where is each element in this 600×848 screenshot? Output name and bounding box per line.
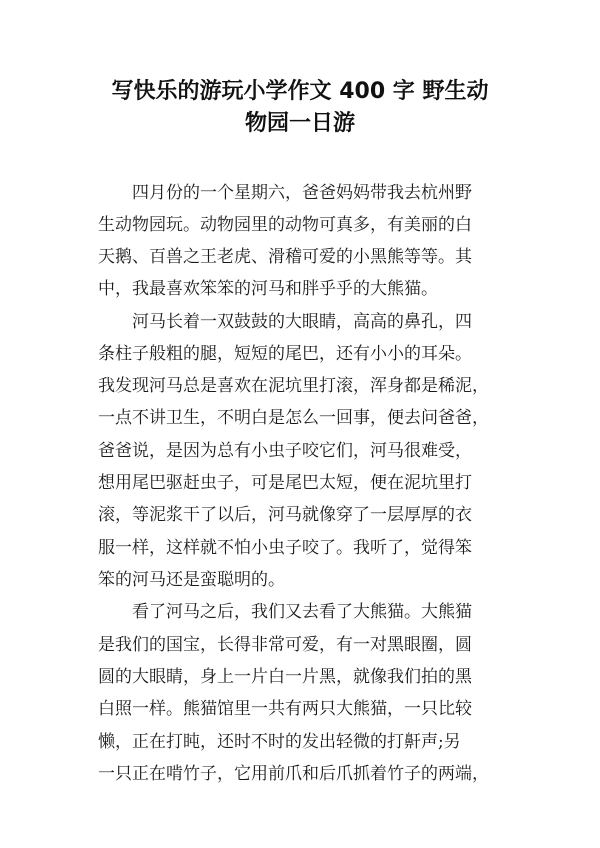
paragraph-2-line-5: 爸爸说，是因为总有小虫子咬它们，河马很难受， (98, 441, 472, 461)
paragraph-3-line-5: 懒，正在打盹，还时不时的发出轻微的打鼾声;另 (98, 732, 461, 752)
document-title-line-2: 物园一日游 (244, 111, 355, 136)
paragraph-2-line-4: 一点不讲卫生，不明白是怎么一回事，便去问爸爸， (98, 408, 489, 428)
paragraph-3-line-4: 白照一样。熊猫馆里一共有两只大熊猫，一只比较 (98, 699, 472, 719)
paragraph-2-line-3: 我发现河马总是喜欢在泥坑里打滚，浑身都是稀泥， (98, 376, 489, 396)
paragraph-2-line-7: 滚，等泥浆干了以后，河马就像穿了一层厚厚的衣 (98, 505, 472, 525)
paragraph-3-line-1: 看了河马之后，我们又去看了大熊猫。大熊猫 (132, 602, 472, 622)
paragraph-2-line-6: 想用尾巴驱赶虫子，可是尾巴太短，便在泥坑里打 (98, 473, 472, 493)
paragraph-3-line-3: 圆的大眼睛，身上一片白一片黑，就像我们拍的黑 (98, 667, 472, 687)
paragraph-3-line-2: 是我们的国宝，长得非常可爱，有一对黑眼圈，圆 (98, 635, 472, 655)
paragraph-2-line-9: 笨的河马还是蛮聪明的。 (98, 570, 285, 590)
paragraph-3-line-6: 一只正在啃竹子，它用前爪和后爪抓着竹子的两端， (98, 764, 489, 784)
paragraph-1-line-1: 四月份的一个星期六，爸爸妈妈带我去杭州野 (132, 183, 472, 203)
paragraph-1-line-2: 生动物园玩。动物园里的动物可真多，有美丽的白 (98, 215, 472, 235)
paragraph-2-line-2: 条柱子般粗的腿，短短的尾巴，还有小小的耳朵。 (98, 344, 472, 364)
document-title-line-1: 写快乐的游玩小学作文 400 字 野生动 (111, 79, 489, 104)
paragraph-1-line-4: 中，我最喜欢笨笨的河马和胖乎乎的大熊猫。 (98, 279, 438, 299)
paragraph-2-line-8: 服一样，这样就不怕小虫子咬了。我听了，觉得笨 (98, 538, 472, 558)
paragraph-1-line-3: 天鹅、百兽之王老虎、滑稽可爱的小黑熊等等。其 (98, 247, 472, 267)
paragraph-2-line-1: 河马长着一双鼓鼓的大眼睛，高高的鼻孔，四 (132, 312, 472, 332)
